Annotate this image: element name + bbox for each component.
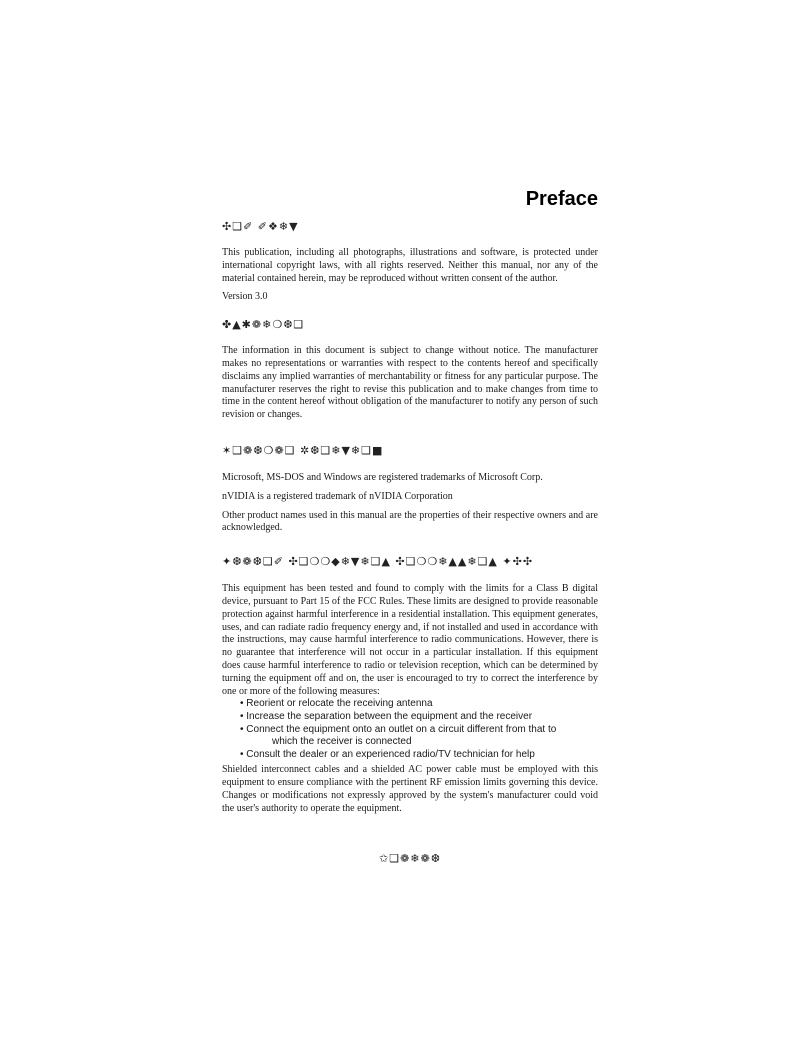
trademark-paragraph: Other product names used in this manual are the properties of their respective owners and are acknowledged. bbox=[222, 509, 598, 534]
fcc-heading: ✦❆❁❆❑✐ ✣❑❍❍◆❄▼❄❑▲ ✣❑❍❍❄▲▲❄❑▲ ✦✣✣ bbox=[222, 555, 534, 569]
copyright-paragraph: This publication, including all photographs, illustrations and software, is protected under international copyright laws, with all rights reserved. Neither this manual, nor any of the material contained herein, may be reproduced without written consent of the author. bbox=[222, 247, 598, 284]
list-item: which the receiver is connected bbox=[272, 736, 412, 748]
trademark-paragraph: nVIDIA is a registered trademark of nVIDIA Corporation bbox=[222, 490, 453, 502]
page-footer: ✩❑❁❄❁❆ bbox=[379, 852, 441, 865]
fcc-measures-list bbox=[222, 698, 598, 761]
fcc-paragraph: This equipment has been tested and found to comply with the limits for a Class B digital device, pursuant to Part 15 of the FCC Rules. These limits are designed to provide reasonable protection against harmful interference in a residential installation. This equipment generates, uses, and can radiate radio frequency energy and, if not installed and used in accordance with the instructions, may cause harmful interference to radio communications. However, there is no guarantee that interference will not occur in a particular installation. If this equipment does cause harmful interference to radio or television reception, which can be determined by turning the equipment off and on, the user is encouraged to try to correct the interference by one or more of the following measures: bbox=[222, 583, 598, 697]
document-body bbox=[222, 220, 598, 815]
list-item: • Connect the equipment onto an outlet on a circuit different from that to bbox=[240, 723, 557, 735]
trademark-section bbox=[222, 444, 598, 535]
trademark-heading: ✶❑❁❆❍❁❑ ✲❆❑❄▼❄❑■ bbox=[222, 443, 384, 457]
disclaimer-paragraph: The information in this document is subject to change without notice. The manufacturer makes no representations or warranties with respect to the contents hereof and specifically disclaims any implied warranties of merchantability or fitness for any particular purpose. The manufacturer reserves the right to revise this publication and to make changes from time to time in the content hereof without obligation of the manufacturer to notify any person of such revision or changes. bbox=[222, 345, 598, 421]
disclaimer-section bbox=[222, 318, 598, 422]
page-title: Preface bbox=[525, 188, 598, 210]
copyright-section bbox=[222, 220, 598, 304]
list-item: • Reorient or relocate the receiving antenna bbox=[240, 698, 433, 710]
disclaimer-heading: ✤▲✱❁❄❍❆❑ bbox=[222, 318, 305, 332]
copyright-heading: ✣❑✐ ✐❖❄▼ bbox=[222, 220, 299, 233]
trademark-paragraph: Microsoft, MS-DOS and Windows are registered trademarks of Microsoft Corp. bbox=[222, 471, 543, 483]
fcc-paragraph: Shielded interconnect cables and a shielded AC power cable must be employed with this equipment to ensure compliance with the pertinent RF emission limits governing this device. Changes or modifications not expressly approved by the system's manufacturer could void the user's authority to operate the equipment. bbox=[222, 764, 598, 814]
version-text: Version 3.0 bbox=[222, 291, 268, 303]
list-item: • Increase the separation between the equipment and the receiver bbox=[240, 710, 533, 722]
list-item: • Consult the dealer or an experienced radio/TV technician for help bbox=[240, 748, 535, 760]
fcc-section bbox=[222, 555, 598, 815]
